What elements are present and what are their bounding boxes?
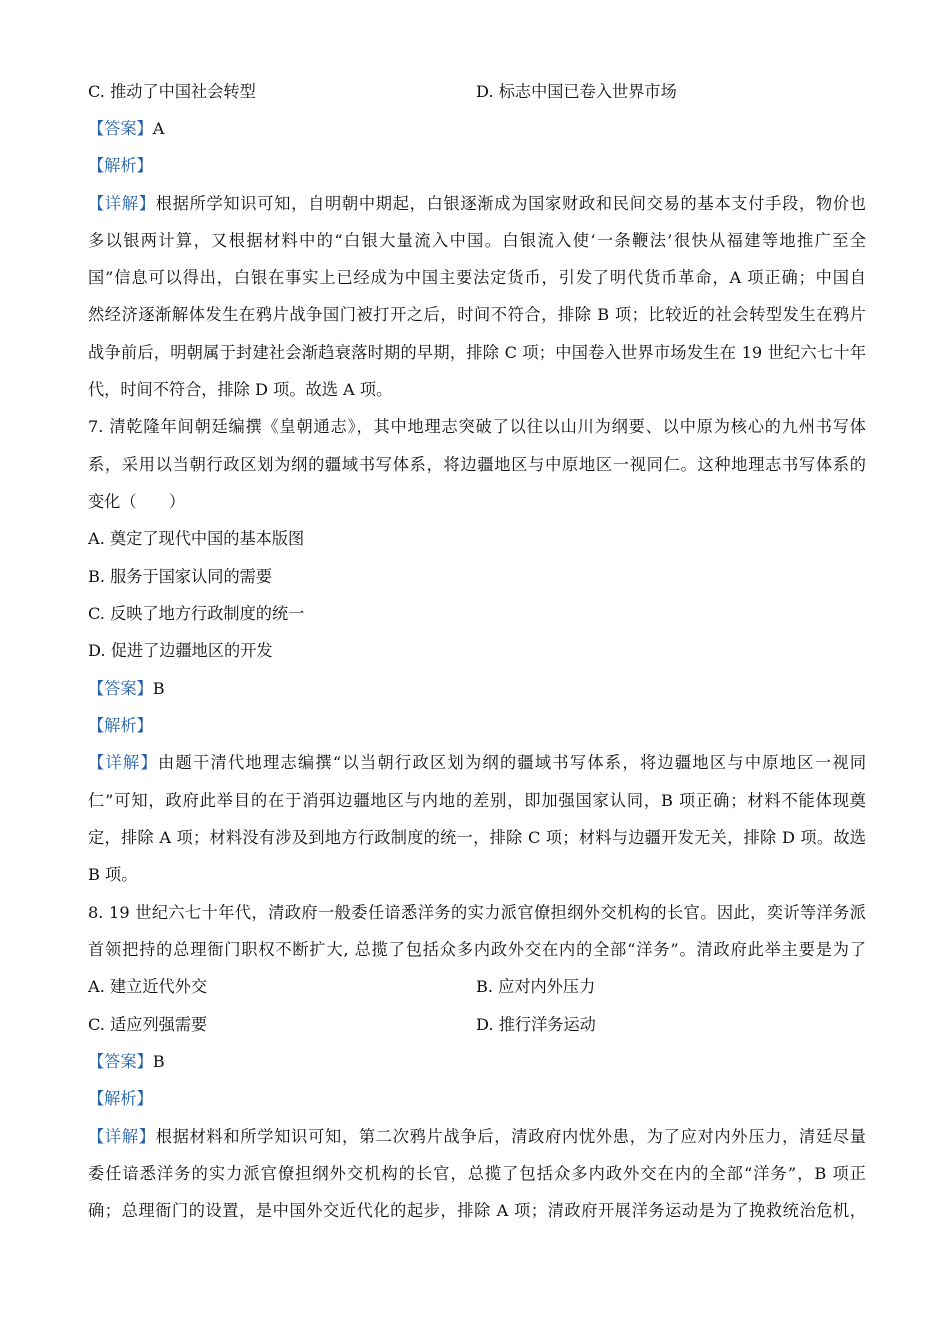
q8-stem-line: 8. 19 世纪六七十年代，清政府一般委任谙悉洋务的实力派官僚担纲外交机构的长官。因此，奕䜣等洋务派	[88, 903, 866, 922]
q7-stem-line: 7. 清乾隆年间朝廷编撰《皇朝通志》，其中地理志突破了以往以山川为纲要、以中原为核心的九州书写体	[88, 417, 866, 436]
q7-answer-line	[88, 678, 866, 700]
analysis-tag: 【解析】	[88, 1089, 153, 1108]
q6-option-d: D. 标志中国已卷入世界市场	[476, 82, 677, 101]
answer-value: A	[152, 119, 165, 138]
q8-answer-line	[88, 1051, 866, 1073]
q7-detail-line: B 项。	[88, 865, 138, 884]
detail-tag: 【详解】	[88, 194, 156, 213]
q8-detail-line	[88, 1126, 866, 1148]
q7-detail-line: 定，排除 A 项；材料没有涉及到地方行政制度的统一，排除 C 项；材料与边疆开发无关，排除 D 项。故选	[88, 828, 866, 847]
detail-tag: 【详解】	[88, 753, 158, 772]
q8-option-a: A. 建立近代外交	[88, 977, 208, 996]
q6-detail-line: 战争前后，明朝属于封建社会渐趋衰落时期的早期，排除 C 项；中国卷入世界市场发生在 19 世纪六七十年	[88, 343, 866, 362]
q6-detail-line: 多以银两计算，又根据材料中的“白银大量流入中国。白银流入使‘一条鞭法’很快从福建等地推广至全	[88, 231, 866, 250]
q7-stem-line: 系，采用以当朝行政区划为纲的疆域书写体系，将边疆地区与中原地区一视同仁。这种地理志书写体系的	[88, 455, 866, 474]
q8-stem-line: 首领把持的总理衙门职权不断扩大, 总揽了包括众多内政外交在内的全部“洋务”。清政府此举主要是为了	[88, 940, 866, 959]
answer-value: B	[152, 679, 165, 698]
q7-option-a: A. 奠定了现代中国的基本版图	[88, 529, 305, 548]
answer-tag: 【答案】	[88, 679, 153, 698]
q8-option-c: C. 适应列强需要	[88, 1015, 208, 1034]
analysis-tag: 【解析】	[88, 156, 153, 175]
q8-option-b: B. 应对内外压力	[476, 977, 596, 996]
detail-tag: 【详解】	[88, 1127, 156, 1146]
q7-detail-line: 仁”可知，政府此举目的在于消弭边疆地区与内地的差别，即加强国家认同，B 项正确；材料不能体现奠	[88, 791, 866, 810]
q8-analysis-tag	[88, 1088, 866, 1110]
q6-detail-line	[88, 193, 866, 215]
detail-text: 由题干清代地理志编撰“以当朝行政区划为纲的疆域书写体系，将边疆地区与中原地区一视同	[157, 753, 867, 772]
q8-option-d: D. 推行洋务运动	[476, 1015, 596, 1034]
q8-detail-line: 确；总理衙门的设置，是中国外交近代化的起步，排除 A 项；清政府开展洋务运动是为了挽救统治危机，	[88, 1201, 866, 1220]
q7-stem-line: 变化（ ）	[88, 492, 186, 511]
q6-analysis-tag	[88, 155, 866, 177]
q7-analysis-tag	[88, 715, 866, 737]
answer-tag: 【答案】	[88, 1052, 153, 1071]
answer-value: B	[152, 1052, 165, 1071]
answer-tag: 【答案】	[88, 119, 153, 138]
q6-detail-line: 代，时间不符合，排除 D 项。故选 A 项。	[88, 380, 393, 399]
q6-detail-line: 然经济逐渐解体发生在鸦片战争国门被打开之后，时间不符合，排除 B 项；比较近的社会转型发生在鸦片	[88, 305, 866, 324]
q6-answer-line	[88, 118, 866, 140]
detail-text: 根据材料和所学知识可知，第二次鸦片战争后，清政府内忧外患，为了应对内外压力，清廷尽量	[155, 1127, 866, 1146]
q6-option-c: C. 推动了中国社会转型	[88, 82, 256, 101]
detail-text: 根据所学知识可知，自明朝中期起，白银逐渐成为国家财政和民间交易的基本支付手段，物价也	[155, 194, 866, 213]
q7-option-c: C. 反映了地方行政制度的统一	[88, 604, 305, 623]
q7-option-d: D. 促进了边疆地区的开发	[88, 641, 273, 660]
q8-detail-line: 委任谙悉洋务的实力派官僚担纲外交机构的长官，总揽了包括众多内政外交在内的全部“洋务”，B 项正	[88, 1164, 866, 1183]
q7-detail-line	[88, 752, 866, 774]
q7-option-b: B. 服务于国家认同的需要	[88, 567, 273, 586]
q6-detail-line: 国”信息可以得出，白银在事实上已经成为中国主要法定货币，引发了明代货币革命，A 项正确；中国自	[88, 268, 866, 287]
analysis-tag: 【解析】	[88, 716, 153, 735]
